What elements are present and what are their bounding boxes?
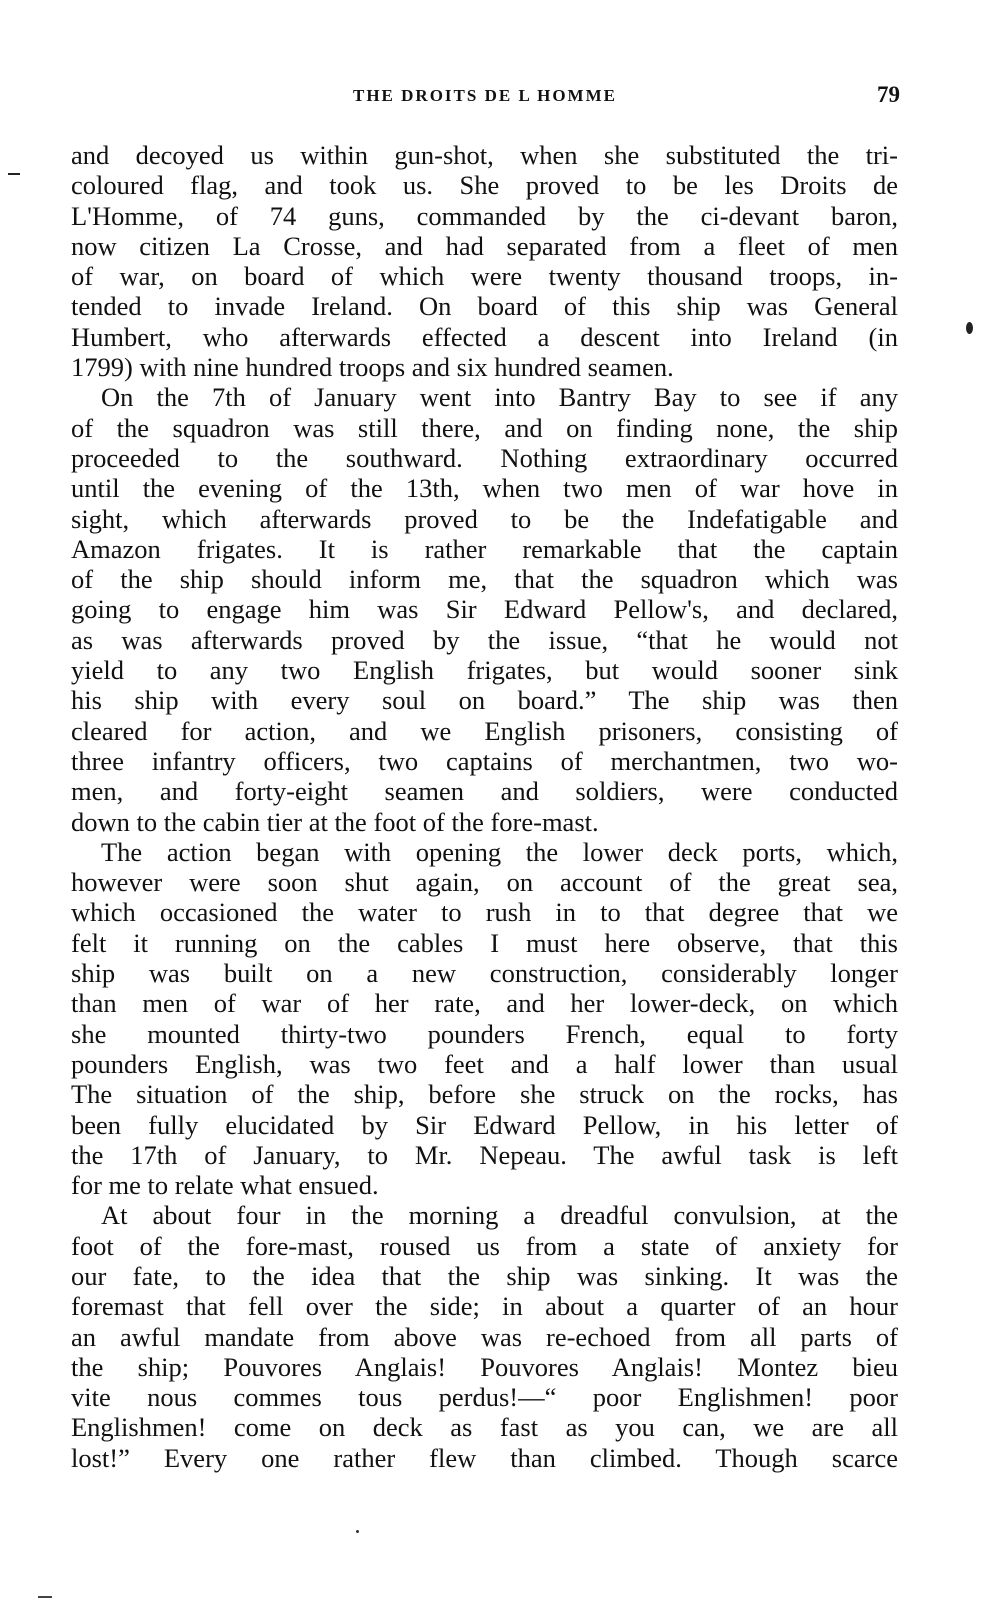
- text-line: of the ship should inform me, that the squadron which was: [71, 564, 898, 595]
- text-line: for me to relate what ensued.: [71, 1170, 379, 1201]
- text-line: cleared for action, and we English prisoners, consisting of: [71, 715, 898, 746]
- text-line: lost!” Every one rather flew than climbed. Though scarce: [71, 1442, 898, 1473]
- text-line: and decoyed us within gun-shot, when she substituted the tri-: [71, 140, 898, 170]
- text-line: foot of the fore-mast, roused us from a state of anxiety for: [71, 1230, 898, 1261]
- text-line: his ship with every soul on board.” The ship was then: [71, 685, 898, 716]
- margin-mark: [8, 173, 20, 175]
- running-head: [70, 82, 900, 112]
- text-line: tended to invade Ireland. On board of this ship was General: [71, 291, 898, 322]
- text-line: ship was built on a new construction, considerably longer: [71, 958, 898, 989]
- running-title: THE DROITS DE L HOMME: [353, 86, 617, 105]
- text-line: she mounted thirty-two pounders French, equal to forty: [71, 1018, 898, 1049]
- text-line: the ship; Pouvores Anglais! Pouvores Anglais! Montez bieu: [71, 1351, 898, 1382]
- text-line: been fully elucidated by Sir Edward Pellow, in his letter of: [71, 1109, 898, 1140]
- text-line: than men of war of her rate, and her lower-deck, on which: [71, 988, 898, 1019]
- text-line: On the 7th of January went into Bantry Bay to see if any: [101, 382, 898, 413]
- text-line: At about four in the morning a dreadful convulsion, at the: [101, 1200, 898, 1231]
- text-line: of the squadron was still there, and on finding none, the ship: [71, 412, 898, 443]
- text-line: vite nous commes tous perdus!—“ poor Englishmen! poor: [71, 1382, 898, 1413]
- page-number: 79: [877, 82, 900, 107]
- text-line: which occasioned the water to rush in to that degree that we: [71, 897, 898, 928]
- text-line: down to the cabin tier at the foot of the fore-mast.: [71, 806, 599, 837]
- ink-speck: [356, 1530, 359, 1533]
- margin-ink-spot: [966, 322, 973, 334]
- text-line: proceeded to the southward. Nothing extraordinary occurred: [71, 442, 898, 473]
- text-line: foremast that fell over the side; in about a quarter of an hour: [71, 1291, 898, 1322]
- body-text: [71, 140, 898, 1473]
- text-line: our fate, to the idea that the ship was sinking. It was the: [71, 1260, 898, 1291]
- text-line: 1799) with nine hundred troops and six hundred seamen.: [71, 352, 674, 383]
- text-line: men, and forty-eight seamen and soldiers, were conducted: [71, 776, 898, 807]
- text-line: The action began with opening the lower deck ports, which,: [101, 836, 898, 867]
- text-line: as was afterwards proved by the issue, “that he would not: [71, 624, 898, 655]
- text-line: the 17th of January, to Mr. Nepeau. The awful task is left: [71, 1139, 898, 1170]
- text-line: Humbert, who afterwards effected a descent into Ireland (in: [71, 321, 898, 352]
- text-line: pounders English, was two feet and a half lower than usual: [71, 1048, 898, 1079]
- text-line: Englishmen! come on deck as fast as you can, we are all: [71, 1412, 898, 1443]
- text-line: however were soon shut again, on account of the great sea,: [71, 867, 898, 898]
- text-line: now citizen La Crosse, and had separated from a fleet of men: [71, 230, 898, 261]
- text-line: L'Homme, of 74 guns, commanded by the ci-devant baron,: [71, 200, 898, 231]
- text-line: three infantry officers, two captains of merchantmen, two wo-: [71, 745, 898, 776]
- ink-speck: [38, 1596, 52, 1598]
- text-line: coloured flag, and took us. She proved to be les Droits de: [71, 170, 898, 201]
- text-line: sight, which afterwards proved to be the Indefatigable and: [71, 503, 898, 534]
- text-line: Amazon frigates. It is rather remarkable that the captain: [71, 533, 898, 564]
- text-line: going to engage him was Sir Edward Pellow's, and declared,: [71, 594, 898, 625]
- text-line: felt it running on the cables I must here observe, that this: [71, 927, 898, 958]
- text-line: yield to any two English frigates, but would sooner sink: [71, 655, 898, 686]
- text-line: an awful mandate from above was re-echoed from all parts of: [71, 1321, 898, 1352]
- text-line: until the evening of the 13th, when two men of war hove in: [71, 473, 898, 504]
- text-line: The situation of the ship, before she struck on the rocks, has: [71, 1079, 898, 1110]
- text-line: of war, on board of which were twenty thousand troops, in-: [71, 261, 898, 292]
